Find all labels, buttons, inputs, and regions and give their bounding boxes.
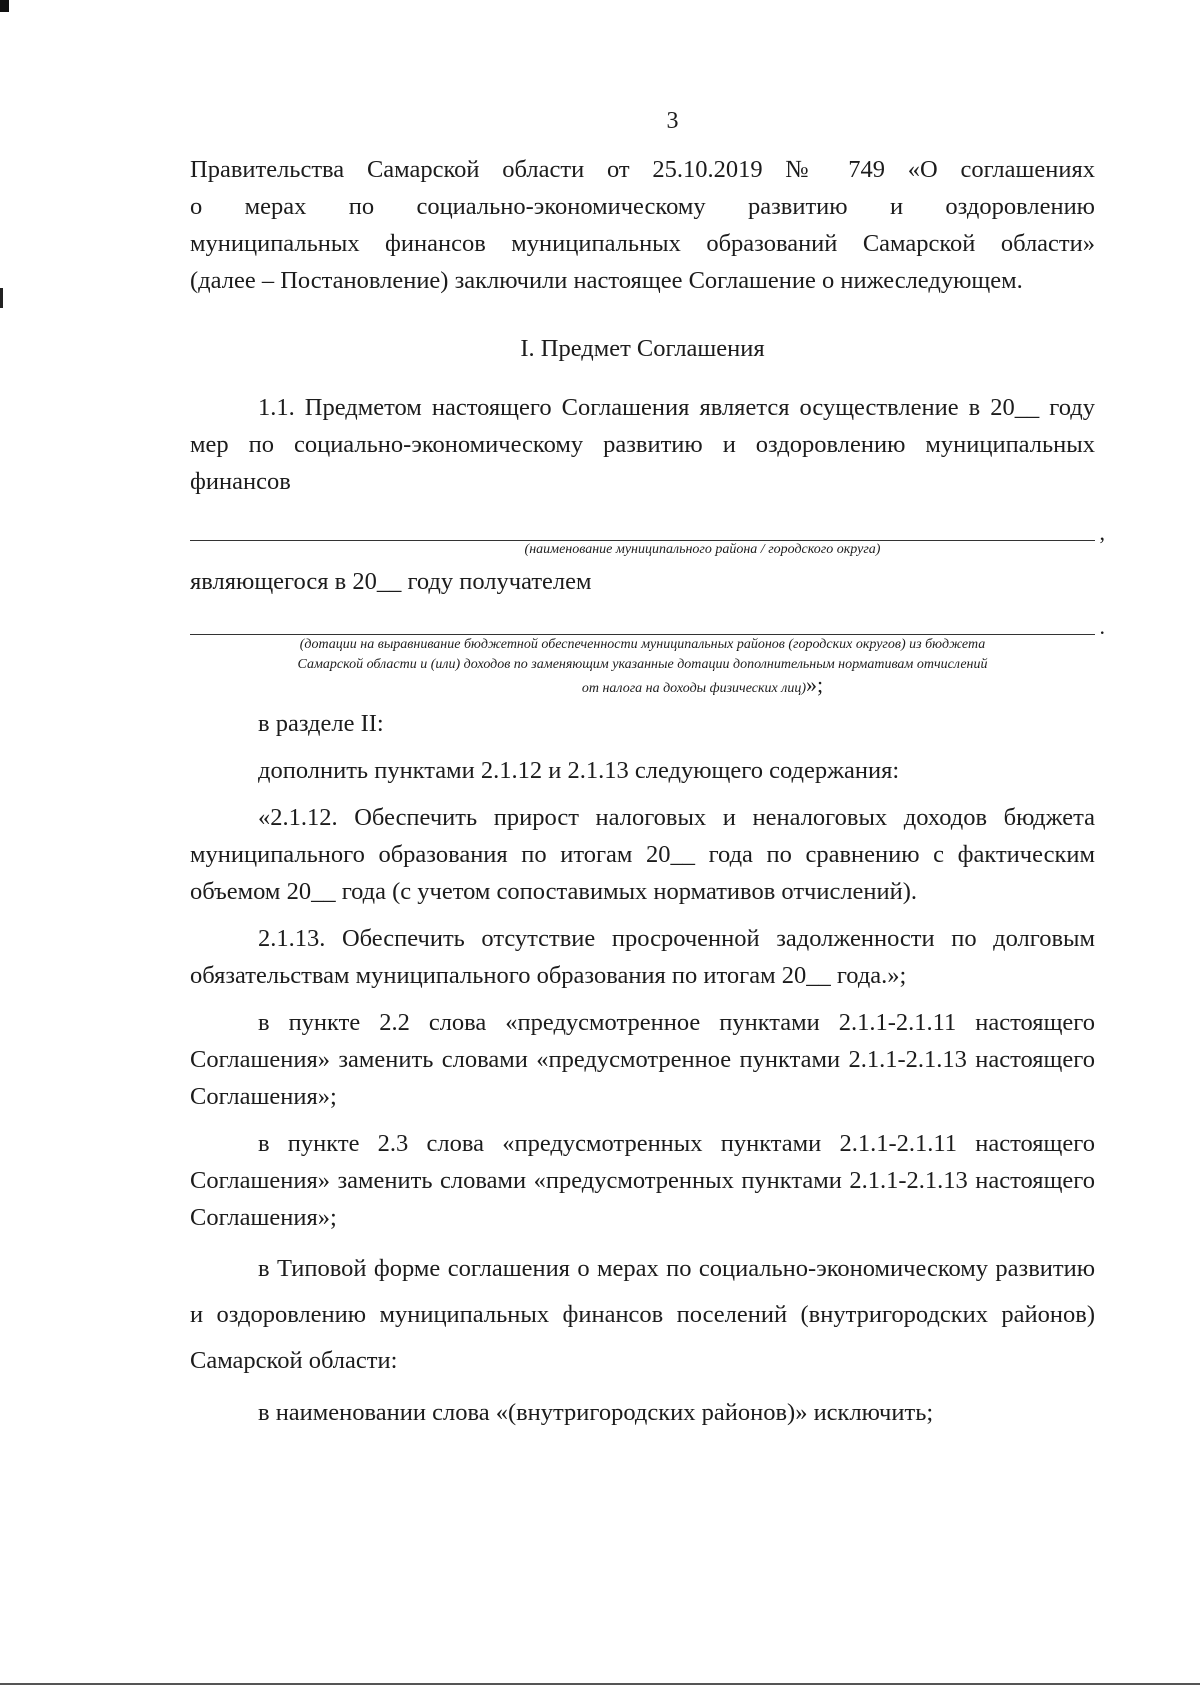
paragraph: 2.1.13. Обеспечить отсутствие просроченной задолженности по долговым обязательствам муниципального образования по итогам 20__ года.»; bbox=[190, 925, 1095, 989]
paragraph: «2.1.12. Обеспечить прирост налоговых и неналоговых доходов бюджета муниципального образования по итогам 20__ года по сравнению с фактическим объемом 20__ года (с учетом сопоставимых нормативов отчислений). bbox=[190, 804, 1095, 905]
recipient-text: являющегося в 20__ году получателем bbox=[190, 568, 592, 595]
fill-line-tail: , bbox=[1099, 520, 1105, 545]
fill-line-tail: . bbox=[1099, 614, 1105, 639]
document-page bbox=[190, 108, 1105, 1431]
fill-line-caption bbox=[310, 672, 1095, 699]
fill-in-line bbox=[190, 606, 1105, 639]
intro-line: (далее – Постановление) заключили настоящее Соглашение о нижеследующем. bbox=[190, 267, 1023, 294]
fill-in-line bbox=[190, 506, 1105, 545]
section-heading: I. Предмет Соглашения bbox=[520, 335, 765, 362]
scan-edge-line bbox=[0, 1683, 1200, 1685]
scan-mark bbox=[0, 288, 3, 308]
paragraph: дополнить пунктами 2.1.12 и 2.1.13 следующего содержания: bbox=[258, 757, 900, 784]
fill-line-caption: Самарской области и (или) доходов по заменяющим указанные дотации дополнительным нормативам отчислений bbox=[297, 657, 988, 672]
caption-punctuation: »; bbox=[806, 672, 824, 697]
paragraph: в пункте 2.2 слова «предусмотренное пунктами 2.1.1-2.1.11 настоящего Соглашения» заменить словами «предусмотренное пунктами 2.1.1-2.1.13 настоящего Соглашения»; bbox=[190, 1009, 1095, 1110]
fill-line-caption: (дотации на выравнивание бюджетной обеспеченности муниципальных районов (городских округов) из бюджета bbox=[299, 637, 986, 652]
paragraph: в разделе II: bbox=[258, 710, 384, 737]
intro-line: Правительства Самарской области от 25.10.2019 № 749 «О соглашениях bbox=[190, 156, 1095, 183]
page-number: 3 bbox=[666, 108, 679, 134]
caption-text: от налога на доходы физических лиц) bbox=[581, 681, 806, 696]
intro-line: о мерах по социально-экономическому развитию и оздоровлению bbox=[190, 193, 1095, 220]
scan-mark bbox=[0, 0, 9, 12]
clause-1-1: 1.1. Предметом настоящего Соглашения является осуществление в 20__ году мер по социально-экономическому развитию и оздоровлению муниципальных финансов bbox=[190, 394, 1095, 495]
fill-line-caption: (наименование муниципального района / городского округа) bbox=[524, 542, 881, 557]
intro-line: муниципальных финансов муниципальных образований Самарской области» bbox=[190, 230, 1095, 257]
paragraph: в Типовой форме соглашения о мерах по социально-экономическому развитию и оздоровлению муниципальных финансов поселений (внутригородских районов) Самарской области: bbox=[190, 1255, 1095, 1374]
paragraph: в наименовании слова «(внутригородских районов)» исключить; bbox=[258, 1399, 934, 1426]
paragraph: в пункте 2.3 слова «предусмотренных пунктами 2.1.1-2.1.11 настоящего Соглашения» заменить словами «предусмотренных пунктами 2.1.1-2.1.13 настоящего Соглашения»; bbox=[190, 1130, 1095, 1231]
